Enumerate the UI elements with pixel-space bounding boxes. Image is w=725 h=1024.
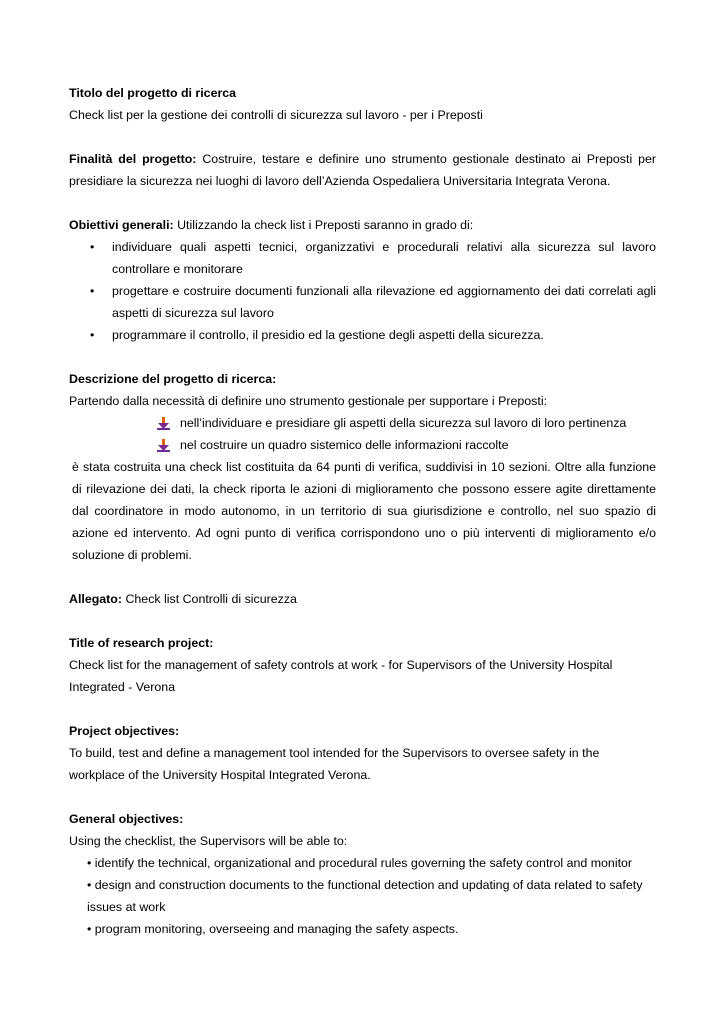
- it-description-list: [69, 412, 656, 456]
- bullet-icon: •: [90, 284, 95, 298]
- bullet-icon: •: [90, 328, 95, 342]
- list-item: [90, 236, 656, 280]
- en-general-list: [69, 852, 656, 940]
- list-item: • design and construction documents to the functional detection and updating of data related to safety issues at work: [87, 878, 643, 914]
- list-item: [180, 412, 656, 434]
- list-item: [180, 434, 656, 456]
- bullet-icon: •: [90, 240, 95, 254]
- en-general-intro: Using the checklist, the Supervisors will be able to:: [69, 834, 348, 848]
- list-item: • identify the technical, organizational and procedural rules governing the safety control and monitor: [87, 856, 633, 870]
- it-objectives: [69, 214, 656, 236]
- arrow-bullet-icon: [157, 439, 170, 452]
- list-item-text: programmare il controllo, il presidio ed la gestione degli aspetti della sicurezza.: [112, 328, 544, 342]
- it-purpose-text: Costruire, testare e definire uno strumento gestionale destinato ai Preposti per presidiare la sicurezza nei luoghi di lavoro dell’Azienda Ospedaliera Universitaria Integrata Verona.: [69, 152, 656, 188]
- list-item: [90, 324, 656, 346]
- it-objectives-text: Utilizzando la check list i Preposti saranno in grado di:: [173, 218, 474, 232]
- it-attachment: [69, 588, 656, 610]
- it-purpose-label: Finalità del progetto:: [69, 152, 197, 166]
- en-title-heading: Title of research project:: [69, 636, 214, 650]
- arrow-bullet-icon: [157, 417, 170, 430]
- it-objectives-list: [69, 236, 656, 346]
- it-attachment-text: Check list Controlli di sicurezza: [122, 592, 297, 606]
- it-title-heading: Titolo del progetto di ricerca: [69, 86, 237, 100]
- document-page: [69, 82, 656, 940]
- en-general-heading: General objectives:: [69, 812, 184, 826]
- it-purpose: [69, 148, 656, 192]
- list-item-text: nel costruire un quadro sistemico delle informazioni raccolte: [180, 438, 509, 452]
- it-title-text: Check list per la gestione dei controlli di sicurezza sul lavoro - per i Preposti: [69, 108, 483, 122]
- en-objectives-heading: Project objectives:: [69, 724, 180, 738]
- it-attachment-label: Allegato:: [69, 592, 123, 606]
- en-title-text: Check list for the management of safety controls at work - for Supervisors of the University Hospital Integrated - Verona: [69, 658, 613, 694]
- list-item: [90, 280, 656, 324]
- en-objectives-text: To build, test and define a management tool intended for the Supervisors to oversee safety in the workplace of the University Hospital Integrated Verona.: [69, 746, 600, 782]
- list-item-text: nell’individuare e presidiare gli aspetti della sicurezza sul lavoro di loro pertinenza: [180, 416, 627, 430]
- it-description-intro: Partendo dalla necessità di definire uno strumento gestionale per supportare i Preposti:: [69, 394, 548, 408]
- list-item: • program monitoring, overseeing and managing the safety aspects.: [87, 922, 459, 936]
- list-item-text: progettare e costruire documenti funzionali alla rilevazione ed aggiornamento dei dati correlati agli aspetti di sicurezza sul lavoro: [112, 284, 656, 320]
- it-description-body: è stata costruita una check list costituita da 64 punti di verifica, suddivisi in 10 sezioni. Oltre alla funzione di rilevazione dei dati, la check riporta le azioni di miglioramento che possono essere agite direttamente dal coordinatore in modo autonomo, in un territorio di sua giurisdizione e controllo, nel suo spazio di azione ed intervento. Ad ogni punto di verifica corrispondono uno o più interventi di miglioramento e/o soluzione di problemi.: [72, 460, 656, 562]
- it-objectives-label: Obiettivi generali:: [69, 218, 174, 232]
- it-description-heading: Descrizione del progetto di ricerca:: [69, 372, 277, 386]
- list-item-text: individuare quali aspetti tecnici, organizzativi e procedurali relativi alla sicurezza sul lavoro controllare e monitorare: [112, 240, 656, 276]
